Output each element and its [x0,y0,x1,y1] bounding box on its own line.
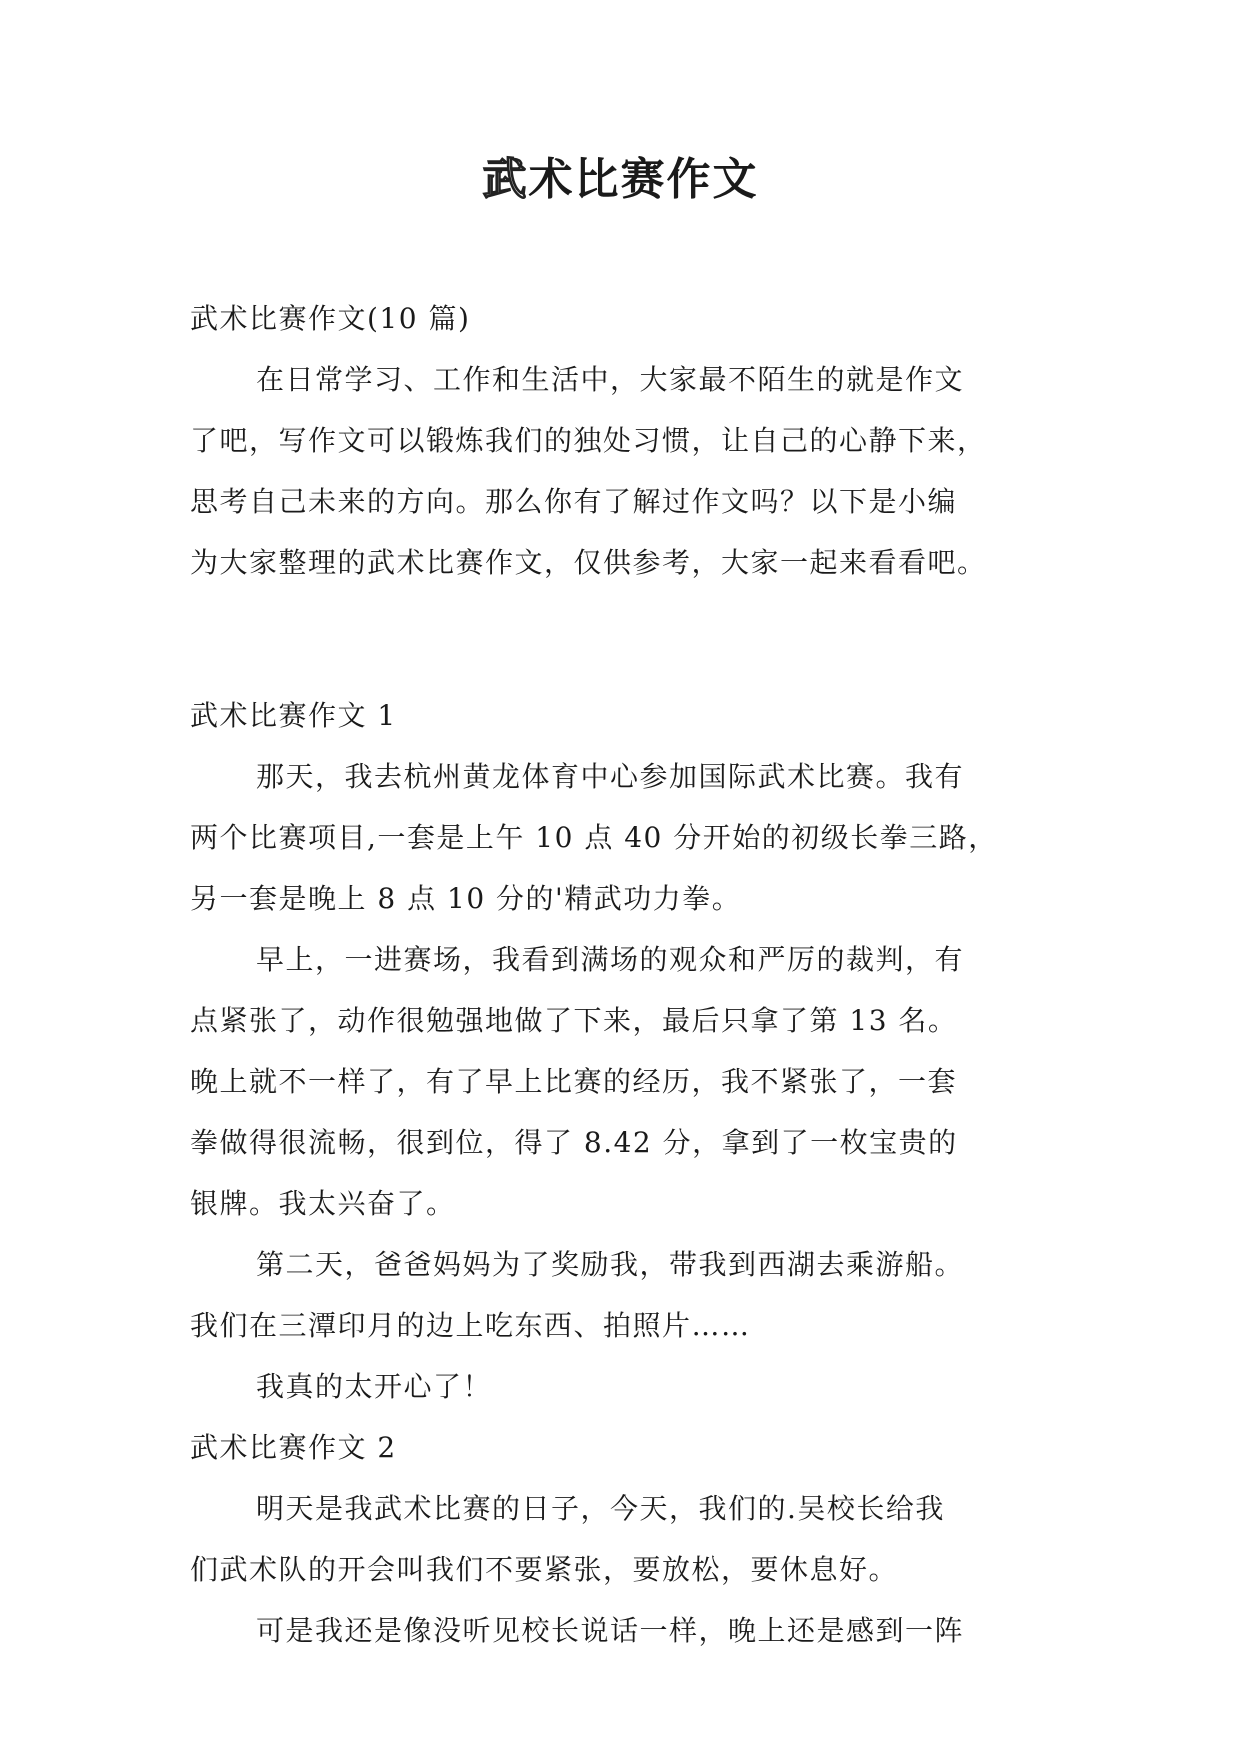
paragraph-line: 我真的太开心了！ [256,1370,493,1403]
title-first-char: 武 [482,154,529,205]
paragraph-line: 我们在三潭印月的边上吃东西、拍照片…… [190,1309,751,1342]
paragraph-line: 思考自己未来的方向。那么你有了解过作文吗？以下是小编 [190,485,958,518]
paragraph-line: 另一套是晚上 8 点 10 分的'精武功力拳。 [190,882,742,915]
section-heading-2: 武术比赛作文 2 [190,1431,397,1464]
title-rest: 术比赛作文 [528,154,759,205]
paragraph-line: 早上，一进赛场，我看到满场的观众和严厉的裁判，有 [256,943,965,976]
paragraph-line: 晚上就不一样了，有了早上比赛的经历，我不紧张了，一套 [190,1065,958,1098]
document-body [190,288,1070,1661]
page-title [0,150,1241,210]
paragraph-line: 可是我还是像没听见校长说话一样，晚上还是感到一阵 [256,1614,965,1647]
paragraph-line: 了吧，写作文可以锻炼我们的独处习惯，让自己的心静下来， [190,424,987,457]
paragraph-line: 们武术队的开会叫我们不要紧张，要放松，要休息好。 [190,1553,899,1586]
paragraph-line: 为大家整理的武术比赛作文，仅供参考，大家一起来看看吧。 [190,546,987,579]
paragraph-line: 明天是我武术比赛的日子，今天，我们的.吴校长给我 [256,1492,945,1525]
essay-heading: 武术比赛作文(10 篇) [190,302,471,335]
paragraph-line: 拳做得很流畅，很到位，得了 8.42 分，拿到了一枚宝贵的 [190,1126,958,1159]
paragraph-line: 那天，我去杭州黄龙体育中心参加国际武术比赛。我有 [256,760,965,793]
paragraph-line: 点紧张了，动作很勉强地做了下来，最后只拿了第 13 名。 [190,1004,958,1037]
section-heading-1: 武术比赛作文 1 [190,699,397,732]
paragraph-line: 在日常学习、工作和生活中，大家最不陌生的就是作文 [256,363,965,396]
paragraph-line: 银牌。我太兴奋了。 [190,1187,456,1220]
paragraph-line: 第二天，爸爸妈妈为了奖励我，带我到西湖去乘游船。 [256,1248,965,1281]
section-spacer [190,593,1070,685]
paragraph-line: 两个比赛项目,一套是上午 10 点 40 分开始的初级长拳三路， [190,821,998,854]
